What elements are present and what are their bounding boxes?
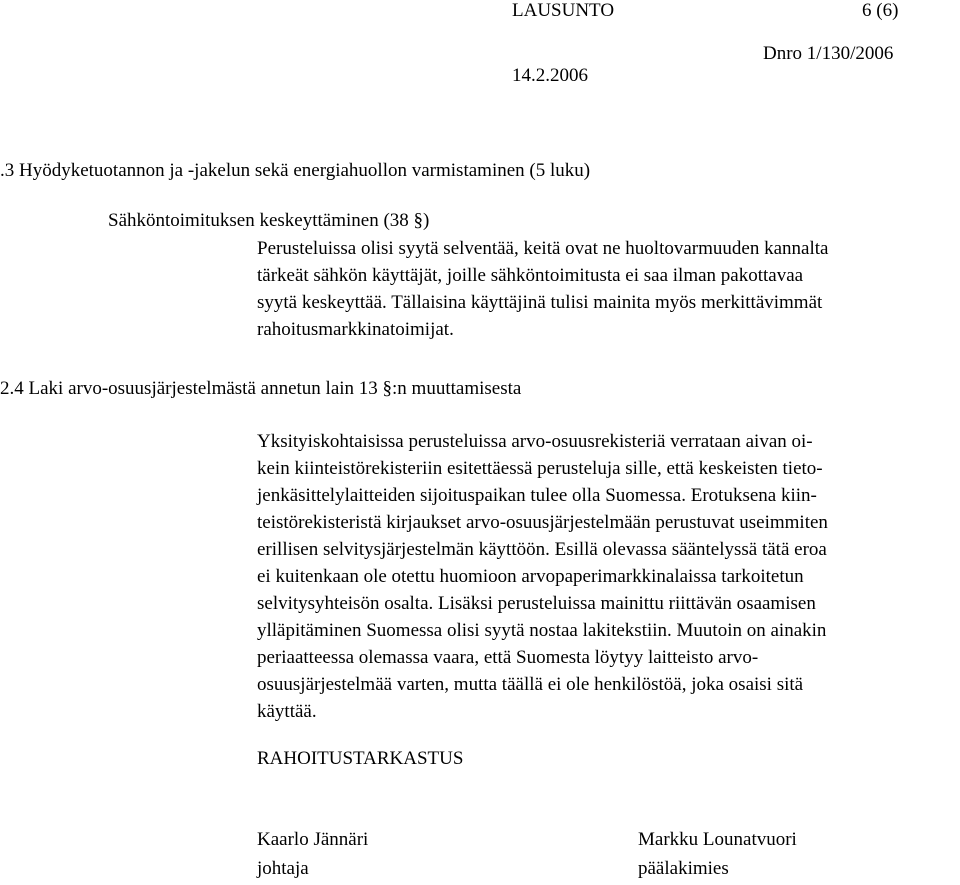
signatory-title: johtaja xyxy=(257,858,309,879)
paragraph-line: jenkäsittelylaitteiden sijoituspaikan tulee olla Suomessa. Erotuksena kiin- xyxy=(257,485,817,506)
paragraph-line: periaatteessa olemassa vaara, että Suomesta löytyy laitteisto arvo- xyxy=(257,647,759,668)
paragraph-line: ei kuitenkaan ole otettu huomioon arvopaperimarkkinalaissa tarkoitetun xyxy=(257,566,804,587)
paragraph-line: kein kiinteistörekisteriin esitettäessä perusteluja sille, että keskeisten tieto- xyxy=(257,458,823,479)
paragraph-line: ylläpitäminen Suomessa olisi syytä nostaa lakitekstiin. Muutoin on ainakin xyxy=(257,620,827,641)
section-heading: 2.4 Laki arvo-osuusjärjestelmästä annetun lain 13 §:n muuttamisesta xyxy=(0,378,522,399)
paragraph-line: osuusjärjestelmää varten, mutta täällä ei ole henkilöstöä, joka osaisi sitä xyxy=(257,674,804,695)
paragraph-line: rahoitusmarkkinatoimijat. xyxy=(257,319,454,340)
document-date: 14.2.2006 xyxy=(512,65,588,86)
paragraph-line: erillisen selvitysjärjestelmän käyttöön. Esillä olevassa sääntelyssä tätä eroa xyxy=(257,539,827,560)
signatory-name: Kaarlo Jännäri xyxy=(257,829,369,850)
section-heading: .3 Hyödyketuotannon ja -jakelun sekä energiahuollon varmistaminen (5 luku) xyxy=(0,160,591,181)
paragraph-line: Perusteluissa olisi syytä selventää, keitä ovat ne huoltovarmuuden kannalta xyxy=(257,238,829,259)
signatory-name: Markku Lounatvuori xyxy=(638,829,797,850)
paragraph-line: selvitysyhteisön osalta. Lisäksi perusteluissa mainittu riittävän osaamisen xyxy=(257,593,816,614)
subsection-heading: Sähköntoimituksen keskeyttäminen (38 §) xyxy=(108,210,430,231)
section-paragraph xyxy=(257,428,828,725)
paragraph-line: syytä keskeyttää. Tällaisina käyttäjinä tulisi mainita myös merkittävimmät xyxy=(257,292,823,313)
paragraph-line: tärkeät sähkön käyttäjät, joille sähköntoimitusta ei saa ilman pakottavaa xyxy=(257,265,804,286)
document-number: Dnro 1/130/2006 xyxy=(763,43,894,64)
signatory-title: päälakimies xyxy=(638,858,729,879)
paragraph-line: teistörekisteristä kirjaukset arvo-osuusjärjestelmään perustuvat useimmiten xyxy=(257,512,828,533)
paragraph-line: Yksityiskohtaisissa perusteluissa arvo-osuusrekisteriä verrataan aivan oi- xyxy=(257,431,813,452)
paragraph-line: käyttää. xyxy=(257,701,317,722)
organization-name: RAHOITUSTARKASTUS xyxy=(257,748,464,769)
document-type: LAUSUNTO xyxy=(512,0,615,21)
section-paragraph xyxy=(257,235,828,343)
page-number: 6 (6) xyxy=(862,0,899,21)
